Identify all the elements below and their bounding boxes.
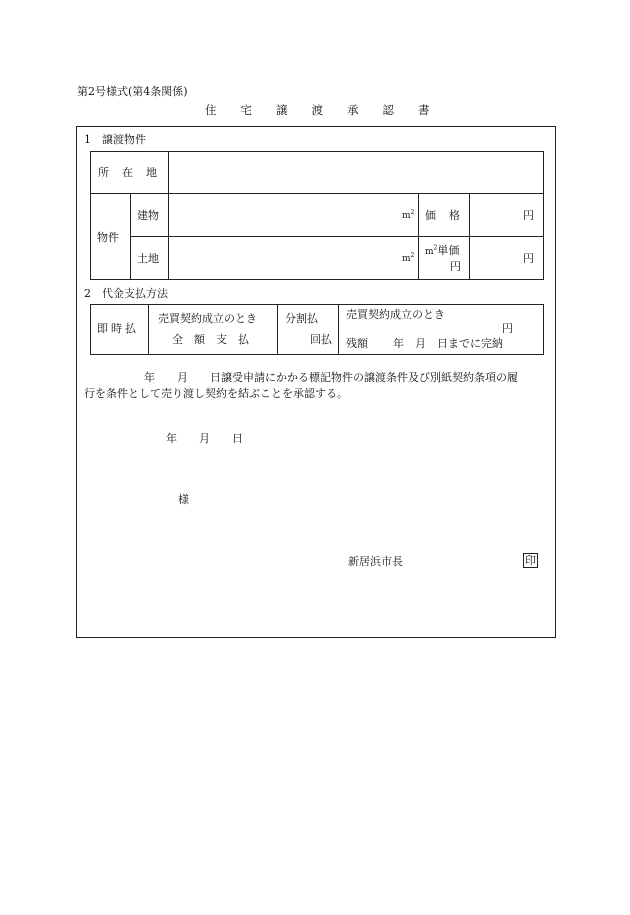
lump-sum-line1: 売買契約成立のとき: [158, 312, 257, 325]
land-price-yen: 円: [523, 252, 534, 265]
remaining-label: 残額: [346, 337, 368, 350]
land-area-unit: $m^2$: [402, 252, 415, 264]
unit-price-label: $m^2$単価: [425, 244, 460, 257]
installment-yen: 円: [502, 322, 513, 335]
unit-price-yen: 円: [450, 260, 461, 273]
document-title: 住宅譲渡承認書: [205, 103, 454, 117]
land-label: 土地: [137, 252, 159, 265]
price-yen: 円: [523, 209, 534, 222]
building-area-unit: $m^2$: [402, 209, 415, 221]
approval-text-line1: 年 月 日譲受申請にかかる標記物件の譲渡条件及び別紙契約条項の履: [144, 371, 518, 384]
installment-label: 分割払: [285, 312, 318, 325]
section1-heading: 1 譲渡物件: [84, 133, 146, 146]
installment-line1: 売買契約成立のとき: [346, 308, 445, 321]
building-label: 建物: [137, 209, 159, 222]
remaining-date: 年 月 日までに完納: [393, 337, 503, 350]
addressee-suffix: 様: [178, 493, 189, 506]
lump-sum-line2: 全額支払: [172, 333, 260, 346]
approval-text-line2: 行を条件として売り渡し契約を結ぶことを承認する。: [84, 387, 348, 400]
price-label: 価格: [425, 209, 473, 222]
form-number: 第2号様式(第4条関係): [77, 85, 188, 98]
issue-date: 年 月 日: [166, 432, 243, 445]
official-seal-icon: 印: [525, 554, 536, 567]
section2-heading: 2 代金支払方法: [84, 287, 168, 300]
installment-count: 回払: [310, 333, 332, 346]
issuer-name: 新居浜市長: [348, 555, 403, 568]
lump-sum-label: 即時払: [97, 322, 139, 335]
location-label: 所在地: [98, 166, 170, 179]
property-label: 物件: [97, 231, 119, 244]
